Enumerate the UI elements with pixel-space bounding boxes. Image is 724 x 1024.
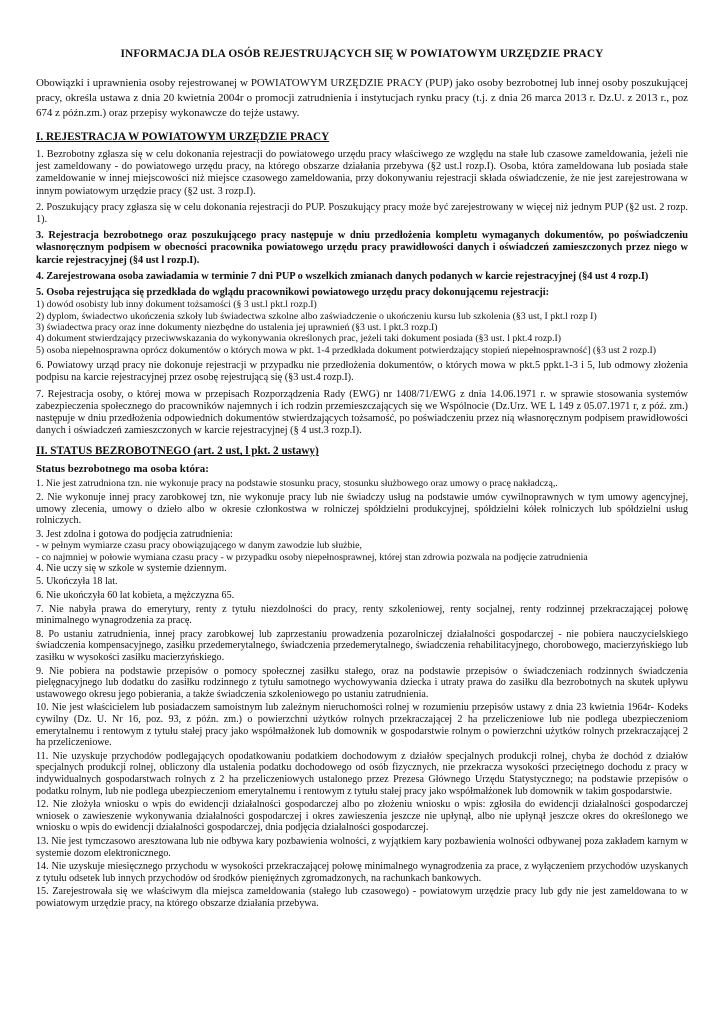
- list-item: 4) dokument stwierdzający przeciwwskazania do wykonywania określonych prac, jeżeli taki dokument posiada (§3 ust. l pkt.4 rozp.I): [36, 333, 562, 345]
- status-subheading: Status bezrobotnego ma osoba która:: [36, 463, 209, 476]
- status-item-6: 6. Nie ukończyła 60 lat kobieta, a mężczyzna 65.: [36, 590, 235, 602]
- status-item-15: 15. Zarejestrowała się we właściwym dla miejsca zameldowania (stałego lub czasowego) - powiatowym urzędzie pracy lub gdy nie jest zameldowana to w powiatowym urzędzie pracy, na którego obszarze działania przebywa.: [36, 886, 688, 909]
- status-item-11: 11. Nie uzyskuje przychodów podlegających opodatkowaniu podatkiem dochodowym z działów specjalnych produkcji rolnej, chyba że dochód z działów specjalnych produkcji rolnej, obliczony dla ustalenia podatku dochodowego od osób fizycznych, nie przekracza wysokości przeciętnego dochodu z pracy w indywidualnych gospodarstwach rolnych z 2 ha przeliczeniowych ustalonego przez Prezesa Głównego Urzędu Statystycznego; na podstawie przepisów o podatku rolnym, lub nie podlega ubezpieczeniom emerytalnemu i rentowym z tytułu stałej pracy jako współmałżonek lub domownik w takim gospodarstwie.: [36, 750, 688, 797]
- registration-point-4: 4. Zarejestrowana osoba zawiadamia w terminie 7 dni PUP o wszelkich zmianach danych podanych w karcie rejestracyjnej (§4 ust 4 rozp.I): [36, 270, 649, 282]
- status-item-1: 1. Nie jest zatrudniona tzn. nie wykonuje pracy na podstawie stosunku pracy, stosunku służbowego oraz umowy o pracę nakładczą,.: [36, 478, 558, 490]
- status-item-2: 2. Nie wykonuje innej pracy zarobkowej tzn, nie wykonuje pracy lub nie świadczy usług na podstawie umów cywilnoprawnych w tym umowy agencyjnej, umowy zlecenia, umowy o dzieło albo w okresie członkostwa w rolniczej spółdzielni produkcyjnej, spółdzielni kółek rolniczych lub spółdzielni usług rolniczych.: [36, 492, 688, 527]
- section-1-heading: I. REJESTRACJA W POWIATOWYM URZĘDZIE PRACY: [36, 131, 330, 143]
- registration-point-2: 2. Poszukujący pracy zgłasza się w celu dokonania rejestracji do PUP. Poszukujący pracy może być zarejestrowany w więcej niż jednym PUP (§2 ust. 2 rozp. 1).: [36, 201, 688, 226]
- status-item-9: 9. Nie pobiera na podstawie przepisów o pomocy społecznej zasiłku stałego, oraz na podstawie przepisów o świadczeniach rodzinnych świadczenia pielęgnacyjnego lub dodatku do zasiłku rodzinnego z tytułu samotnego wychowywania dziecka i utraty prawa do zasiłku dla bezrobotnych na skutek upływu ustawowego okresu jego pobierania, a także świadczenia szkoleniowego po ustaniu zatrudnienia.: [36, 665, 688, 700]
- list-item: 2) dyplom, świadectwo ukończenia szkoły lub świadectwa szkolne albo zaświadczenie o ukończeniu kursu lub szkolenia (§3 ust, I pkt.l rozp I): [36, 310, 597, 322]
- status-item-10: 10. Nie jest właścicielem lub posiadaczem samoistnym lub zależnym nieruchomości rolnej w rozumieniu przepisów ustawy z dnia 23 kwietnia 1964r- Kodeks cywilny (Dz. U. Nr 16, poz. 93, z późn. zm.) o powierzchni użytków rolnych przekraczającej 2 ha przeliczeniowe lub nie podlega ubezpieczeniom emerytalnemu i rentowym z tytułu stałej pracy jako współmałżonek lub domownik w gospodarstwie rolnym o powierzchni użytków rolnych przekraczającej 2 ha przeliczeniowe.: [36, 702, 688, 749]
- required-documents-list: [36, 299, 688, 356]
- list-item: 5) osoba niepełnosprawna oprócz dokumentów o których mowa w pkt. 1-4 przedkłada dokument potwierdzający stopień niepełnosprawność] (§3 ust 2 rozp.I): [36, 344, 657, 356]
- status-item-13: 13. Nie jest tymczasowo aresztowana lub nie odbywa kary pozbawienia wolności, z wyjątkiem kary pozbawienia wolności odbywanej poza zakładem karnym w systemie dozom elektronicznego.: [36, 835, 688, 859]
- status-item-8: 8. Po ustaniu zatrudnienia, innej pracy zarobkowej lub zaprzestaniu prowadzenia pozarolniczej działalności gospodarczej - nie pobiera nauczycielskiego świadczenia kompensacyjnego, zasiłku przedemerytalnego, świadczenia przedemerytalnego, świadczenia rehabilitacyjnego, chorobowego, macierzyńskiego lub zasiłku w wysokości zasiłku macierzyńskiego.: [36, 628, 688, 664]
- section-2-heading: II. STATUS BEZROBOTNEGO (art. 2 ust, l pkt. 2 ustawy): [36, 445, 319, 458]
- registration-point-7: 7. Rejestracja osoby, o której mowa w przepisach Rozporządzenia Rady (EWG) nr 1408/71/EWG z dnia 14.06.1971 r. w sprawie stosowania systemów zabezpieczenia społecznego do pracowników najemnych i ich rodzin przemieszczających się we Wspólnocie (Dz.Urz. WE L 149 z 05.07.1971 r, z póź. zm.) następuje w dniu przedłożenia odpowiednich dokumentów stwierdzających tożsamość, po poświadczeniu przez nią własnoręcznym podpisem prawidłowości danych i oświadczeń zamieszczonych w karcie rejestracyjnej (§ 4 ust.3 rozp.I).: [36, 388, 688, 437]
- list-item: 1) dowód osobisty lub inny dokument tożsamości (§ 3 ust.l pkt.l rozp.I): [36, 299, 317, 311]
- list-item: 3) świadectwa pracy oraz inne dokumenty niezbędne do ustalenia jej uprawnień (§3 ust. l pkt.3 rozp.I): [36, 322, 438, 334]
- status-item-12: 12. Nie złożyła wniosku o wpis do ewidencji działalności gospodarczej albo po złożeniu wniosku o wpis: zgłosiła do ewidencji działalności gospodarczej wniosek o zawieszenie wykonywania działalności gospodarczej i okres zawieszenia jeszcze nie upłynął, albo nie upłynął jeszcze okres do określonego we wniosku o wpis do ewidencji działalności gospodarczej, dnia podjęcia działalności gospodarczej.: [36, 799, 688, 834]
- status-item-4: 4. Nie uczy się w szkole w systemie dziennym.: [36, 562, 227, 574]
- status-item-7: 7. Nie nabyła prawa do emerytury, renty z tytułu niezdolności do pracy, renty szkoleniowej, renty socjalnej, renty rodzinnej przekraczającej połowę minimalnego wynagrodzenia za pracę.: [36, 603, 688, 627]
- status-item-3-dash: - co najmniej w połowie wymiana czasu pracy - w przypadku osoby niepełnosprawnej, której stan zdrowia pozwala na podjęcie zatrudnienia: [36, 551, 588, 563]
- registration-point-3: 3. Rejestracja bezrobotnego oraz poszukującego pracy następuje w dniu przedłożenia kompletu wymaganych dokumentów, po poświadczeniu własnoręcznym podpisem w obecności pracownika powiatowego urzędu pracy prawidłowości danych i oświadczeń zamieszczonych przez niego w karcie rejestracyjnej (§4 ust l rozp.I).: [36, 230, 688, 266]
- status-item-3-dash: - w pełnym wymiarze czasu pracy obowiązującego w danym zawodzie lub służbie,: [36, 540, 362, 552]
- registration-point-1: 1. Bezrobotny zgłasza się w celu dokonania rejestracji do powiatowego urzędu pracy właściwego ze względu na stałe lub czasowe zameldowania, jeżeli nie jest zameldowany - do powiatowego urzędu pracy, na którego obszarze działania przebywa (§2 ust.l rozp.I). Osoba, która zameldowana lub posiada stałe zameldowanie w innej miejscowości niż miejsce czasowego zameldowania, przy dokonywaniu rejestracji składa oświadczenie, że nie jest zarejestrowana w innym powiatowym urzędzie pracy (§2 ust. 3 rozp.I).: [36, 149, 688, 197]
- intro-paragraph: Obowiązki i uprawnienia osoby rejestrowanej w POWIATOWYM URZĘDZIE PRACY (PUP) jako osoby bezrobotnej lub innej osoby poszukującej pracy, określa ustawa z dnia 20 kwietnia 2004r o promocji zatrudnienia i instytucjach rynku pracy (t.j. z dnia 26 marca 2013 r. Dz.U. z 2013 r., poz 674 z późn.zm.) oraz przepisy wykonawcze do tejże ustawy.: [36, 77, 688, 119]
- status-item-5: 5. Ukończyła 18 lat.: [36, 576, 118, 588]
- registration-point-5-heading: 5. Osoba rejestrująca się przedkłada do wglądu pracownikowi powiatowego urzędu pracy dokonującemu rejestracji:: [36, 287, 550, 299]
- document-title: INFORMACJA DLA OSÓB REJESTRUJĄCYCH SIĘ W POWIATOWYM URZĘDZIE PRACY: [120, 48, 604, 60]
- registration-point-6: 6. Powiatowy urząd pracy nie dokonuje rejestracji w przypadku nie przedłożenia dokumentów, o których mowa w pkt.5 ppkt.1-3 i 5, lub odmowy złożenia podpisu na karcie rejestracyjnej przez osobę rejestrującą się (§3 ust.4 rozp.I).: [36, 360, 688, 384]
- status-item-14: 14. Nie uzyskuje miesięcznego przychodu w wysokości przekraczającej połowę minimalnego wynagrodzenia za prace, z wyłączeniem przychodów uzyskanych z tytułu odsetek lub innych przychodów od środków pieniężnych zgromadzonych, na rachunkach bankowych.: [36, 861, 688, 884]
- status-item-3: 3. Jest zdolna i gotowa do podjęcia zatrudnienia:: [36, 528, 233, 540]
